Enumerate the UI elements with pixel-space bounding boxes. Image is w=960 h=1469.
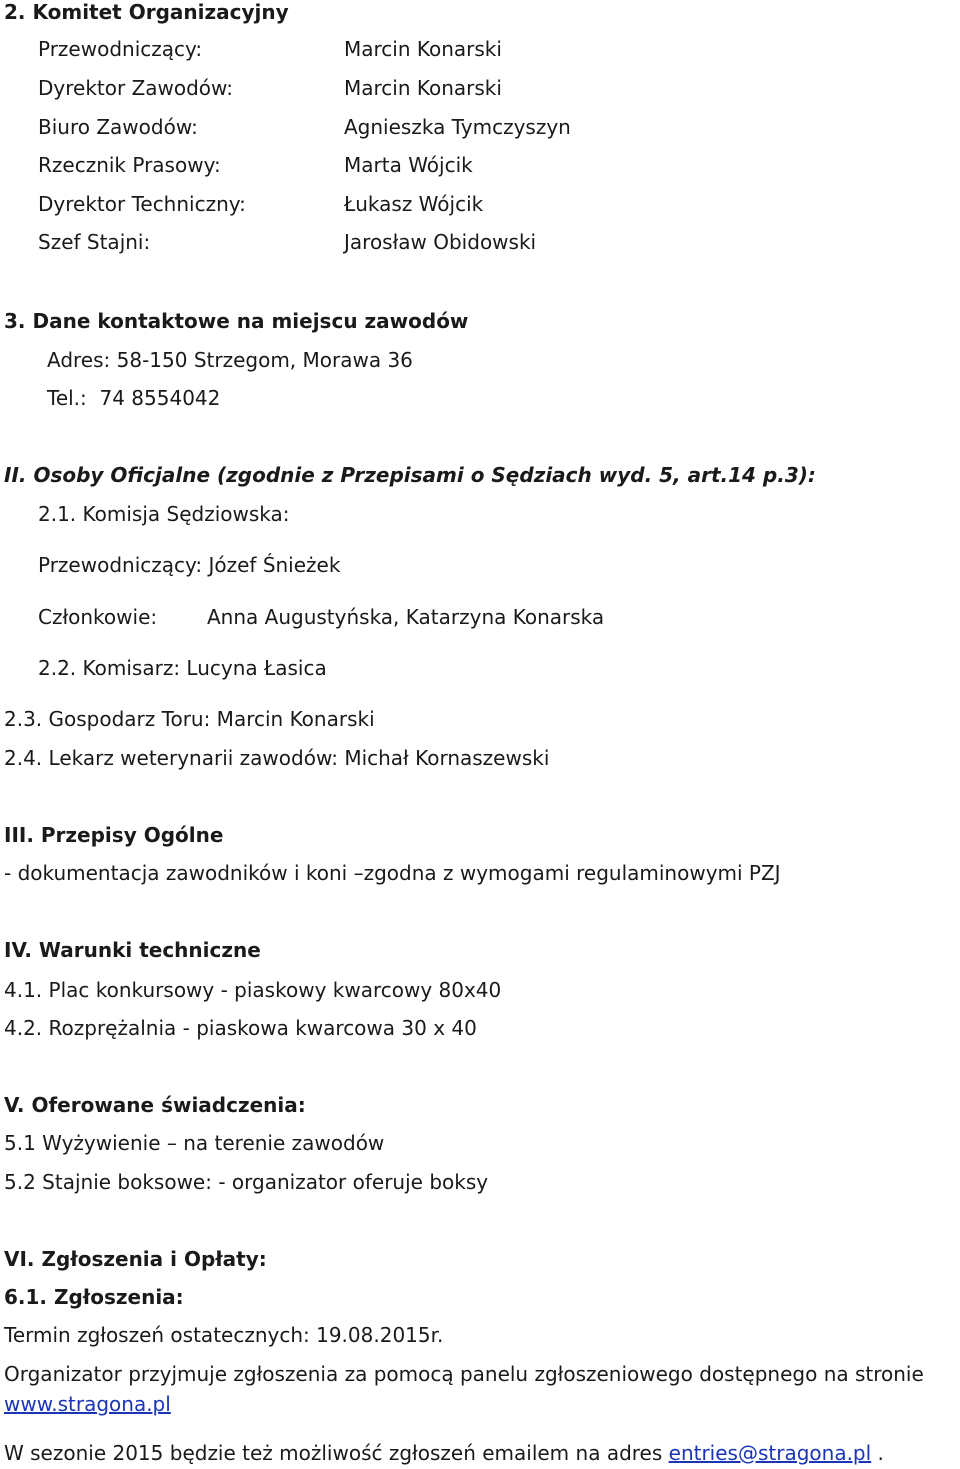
organizer-text: Organizator przyjmuje zgłoszenia za pomocą panelu zgłoszeniowego dostępnego na stronie <box>4 1362 924 1386</box>
judges-committee-heading: 2.1. Komisja Sędziowska: <box>38 502 290 526</box>
office-label: Biuro Zawodów: <box>38 115 198 139</box>
stable-chief-label: Szef Stajni: <box>38 230 151 254</box>
section-II-heading: II. Osoby Oficjalne (zgodnie z Przepisami o Sędziach wyd. 5, art.14 p.3): <box>4 463 816 487</box>
steward-text: 2.2. Komisarz: Lucyna Łasica <box>38 656 327 680</box>
members-label: Członkowie: <box>38 605 158 629</box>
deadline-text: Termin zgłoszeń ostatecznych: 19.08.2015r. <box>4 1323 444 1347</box>
entries-subheading: 6.1. Zgłoszenia: <box>4 1285 184 1309</box>
email-suffix: . <box>871 1441 884 1465</box>
course-host-text: 2.3. Gospodarz Toru: Marcin Konarski <box>4 707 375 731</box>
chairman-value: Marcin Konarski <box>344 37 502 61</box>
members-value: Anna Augustyńska, Katarzyna Konarska <box>207 605 605 629</box>
technical-director-label: Dyrektor Techniczny: <box>38 192 246 216</box>
press-officer-value: Marta Wójcik <box>344 153 473 177</box>
jury-chair-text: Przewodniczący: Józef Śnieżek <box>38 553 341 577</box>
section-3-heading: 3. Dane kontaktowe na miejscu zawodów <box>4 309 469 333</box>
arena-text: 4.1. Plac konkursowy - piaskowy kwarcowy 80x40 <box>4 978 502 1002</box>
section-V-heading: V. Oferowane świadczenia: <box>4 1093 306 1117</box>
director-value: Marcin Konarski <box>344 76 502 100</box>
email-line <box>4 1441 884 1465</box>
press-officer-label: Rzecznik Prasowy: <box>38 153 221 177</box>
warmup-text: 4.2. Rozprężalnia - piaskowa kwarcowa 30 x 40 <box>4 1016 477 1040</box>
phone-text: Tel.: 74 8554042 <box>47 386 221 410</box>
stable-chief-value: Jarosław Obidowski <box>344 230 537 254</box>
section-VI-heading: VI. Zgłoszenia i Opłaty: <box>4 1247 267 1271</box>
office-value: Agnieszka Tymczyszyn <box>344 115 571 139</box>
section-2-heading: 2. Komitet Organizacyjny <box>4 0 289 24</box>
section-IV-heading: IV. Warunki techniczne <box>4 938 261 962</box>
section-III-heading: III. Przepisy Ogólne <box>4 823 224 847</box>
address-text: Adres: 58-150 Strzegom, Morawa 36 <box>47 348 413 372</box>
catering-text: 5.1 Wyżywienie – na terenie zawodów <box>4 1131 385 1155</box>
documentation-text: - dokumentacja zawodników i koni –zgodna z wymogami regulaminowymi PZJ <box>4 861 781 885</box>
chairman-label: Przewodniczący: <box>38 37 203 61</box>
director-label: Dyrektor Zawodów: <box>38 76 234 100</box>
stables-text: 5.2 Stajnie boksowe: - organizator oferuje boksy <box>4 1170 489 1194</box>
email-link[interactable]: entries@stragona.pl <box>668 1441 872 1465</box>
website-link[interactable]: www.stragona.pl <box>4 1392 171 1416</box>
email-prefix: W sezonie 2015 będzie też możliwość zgłoszeń emailem na adres <box>4 1441 669 1465</box>
technical-director-value: Łukasz Wójcik <box>344 192 484 216</box>
vet-text: 2.4. Lekarz weterynarii zawodów: Michał Kornaszewski <box>4 746 550 770</box>
